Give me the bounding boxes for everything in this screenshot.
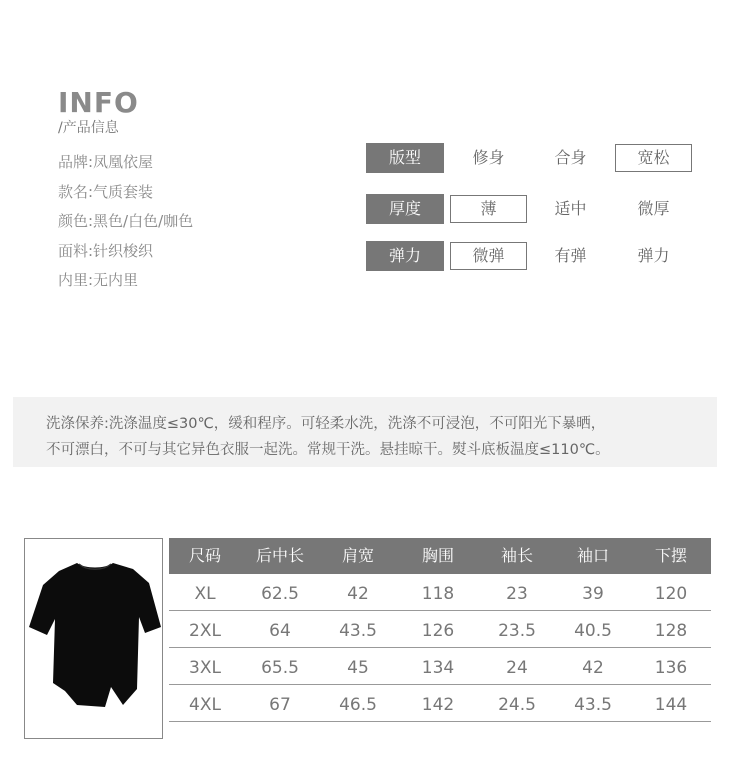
cell-cuff: 42 xyxy=(582,658,604,678)
care-instructions xyxy=(13,397,717,467)
cell-shoulder: 43.5 xyxy=(339,621,377,641)
size-table-header xyxy=(169,538,711,574)
attr-row-thickness xyxy=(366,194,696,224)
spec-style-name: 款名:气质套装 xyxy=(58,182,154,201)
attr-option-stretchy: 有弹 xyxy=(554,246,587,265)
care-line-1: 洗涤保养:洗涤温度≤30℃，缓和程序。可轻柔水洗，洗涤不可浸泡，不可阳光下暴晒， xyxy=(46,416,606,432)
product-photo xyxy=(24,538,163,739)
spec-brand: 品牌:凤凰依屋 xyxy=(58,153,154,171)
attr-option-slim: 修身 xyxy=(472,148,505,167)
table-row xyxy=(169,685,711,722)
care-line-2: 不可漂白，不可与其它异色衣服一起洗。常规干洗。悬挂晾干。熨斗底板温度≤110℃。 xyxy=(46,442,610,458)
cell-hem: 128 xyxy=(654,621,688,641)
cell-size: XL xyxy=(194,584,216,604)
attr-row-stretch xyxy=(366,241,696,271)
cell-cuff: 39 xyxy=(582,584,604,604)
col-hem: 下摆 xyxy=(654,546,687,565)
tshirt-shape xyxy=(29,563,161,707)
attr-label-stretch: 弹力 xyxy=(366,241,444,271)
info-subtitle: /产品信息 xyxy=(58,120,119,136)
cell-back-length: 64 xyxy=(269,621,291,641)
table-row xyxy=(169,648,711,685)
cell-hem: 144 xyxy=(654,695,688,715)
attr-option-loose-selected: 宽松 xyxy=(615,144,692,172)
size-table xyxy=(169,538,711,722)
col-back-length: 后中长 xyxy=(255,546,304,565)
attr-option-slightly-thick: 微厚 xyxy=(637,199,670,218)
cell-shoulder: 46.5 xyxy=(339,695,377,715)
cell-chest: 142 xyxy=(421,695,455,715)
attr-option-thin-selected: 薄 xyxy=(450,195,527,223)
col-cuff: 袖口 xyxy=(576,546,609,565)
cell-back-length: 67 xyxy=(269,695,291,715)
cell-chest: 134 xyxy=(421,658,455,678)
table-row xyxy=(169,574,711,611)
col-shoulder: 肩宽 xyxy=(341,546,374,565)
cell-sleeve-length: 24.5 xyxy=(498,695,536,715)
attr-label-thickness: 厚度 xyxy=(366,194,444,224)
cell-cuff: 43.5 xyxy=(574,695,612,715)
col-chest: 胸围 xyxy=(421,546,454,565)
spec-color: 颜色:黑色/白色/咖色 xyxy=(58,212,194,230)
cell-shoulder: 42 xyxy=(347,584,369,604)
cell-back-length: 62.5 xyxy=(261,584,299,604)
cell-cuff: 40.5 xyxy=(574,621,612,641)
cell-sleeve-length: 23 xyxy=(506,584,528,604)
cell-shoulder: 45 xyxy=(347,658,369,678)
col-sleeve-length: 袖长 xyxy=(500,546,533,565)
cell-hem: 136 xyxy=(654,658,688,678)
attr-option-regular: 合身 xyxy=(554,148,587,167)
spec-lining: 内里:无内里 xyxy=(58,271,139,289)
col-size: 尺码 xyxy=(188,546,221,565)
info-title: INFO xyxy=(58,86,139,119)
cell-size: 4XL xyxy=(189,695,221,715)
cell-size: 3XL xyxy=(189,658,221,678)
cell-sleeve-length: 23.5 xyxy=(498,621,536,641)
cell-size: 2XL xyxy=(189,621,221,641)
cell-hem: 120 xyxy=(654,584,688,604)
attr-option-high-stretch: 弹力 xyxy=(637,246,670,265)
attr-label-fit: 版型 xyxy=(366,143,444,173)
attr-row-fit xyxy=(366,143,696,173)
cell-sleeve-length: 24 xyxy=(506,658,528,678)
tshirt-image xyxy=(25,539,164,740)
cell-chest: 118 xyxy=(421,584,455,604)
attr-option-medium: 适中 xyxy=(554,199,587,218)
spec-list xyxy=(58,152,193,300)
table-row xyxy=(169,611,711,648)
cell-back-length: 65.5 xyxy=(261,658,299,678)
attr-option-slight-stretch-selected: 微弹 xyxy=(450,242,527,270)
cell-chest: 126 xyxy=(421,621,455,641)
spec-fabric: 面料:针织梭织 xyxy=(58,241,154,260)
